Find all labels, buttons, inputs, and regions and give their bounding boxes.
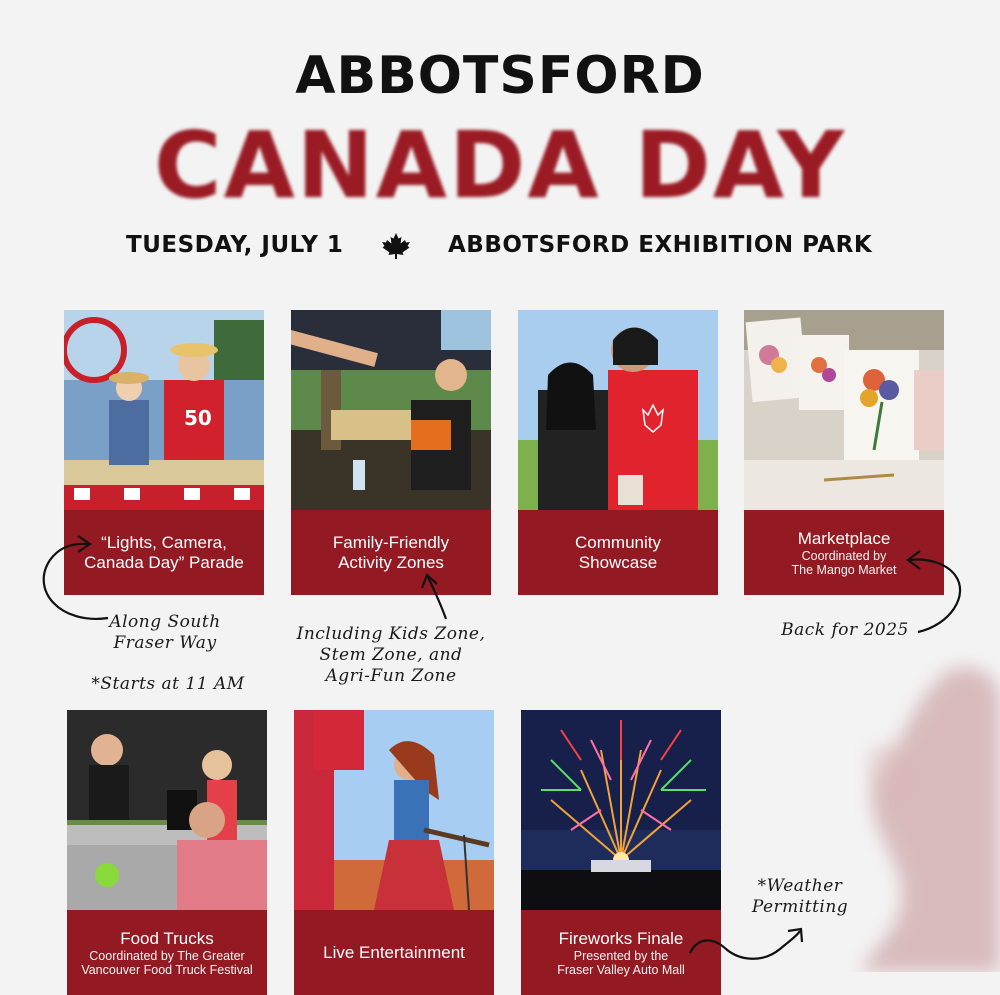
card-title: “Lights, Camera, xyxy=(101,532,227,552)
event-location: ABBOTSFORD EXHIBITION PARK xyxy=(448,232,873,258)
card-title: Activity Zones xyxy=(338,552,444,572)
note-line: Stem Zone, and xyxy=(319,645,463,665)
marketplace-photo xyxy=(744,310,944,510)
card-activity-zones-label xyxy=(291,510,491,595)
card-title: Food Trucks xyxy=(120,928,214,948)
event-date: TUESDAY, JULY 1 xyxy=(126,232,344,258)
note-weather xyxy=(740,876,860,918)
card-subtitle: Coordinated by The Greater xyxy=(89,948,245,963)
note-parade-time: *Starts at 11 AM xyxy=(91,674,245,694)
note-line: Agri-Fun Zone xyxy=(325,666,457,686)
card-title: Community xyxy=(575,532,661,552)
note-line: *Weather xyxy=(757,876,843,896)
title-abbotsford: ABBOTSFORD xyxy=(295,46,705,106)
card-food-trucks-label xyxy=(67,910,267,995)
card-title: Fireworks Finale xyxy=(558,928,684,948)
card-community-showcase xyxy=(518,310,718,595)
activity-zones-photo xyxy=(291,310,491,510)
card-subtitle: Vancouver Food Truck Festival xyxy=(81,962,253,977)
food-trucks-photo xyxy=(67,710,267,910)
arrow-parade-icon xyxy=(30,530,120,630)
live-entertainment-photo xyxy=(294,710,494,910)
note-line: Along South xyxy=(109,612,221,632)
card-title: Family-Friendly xyxy=(332,532,450,552)
decorative-blur-shape xyxy=(840,640,1000,972)
card-subtitle: The Mango Market xyxy=(791,562,897,577)
parade-photo xyxy=(64,310,264,510)
note-line: Fraser Way xyxy=(113,633,217,653)
arrow-marketplace-icon xyxy=(900,540,970,635)
card-live-entertainment-label xyxy=(294,910,494,995)
note-line: Including Kids Zone, xyxy=(296,624,486,644)
note-activity-zones xyxy=(296,624,486,687)
card-live-entertainment xyxy=(294,710,494,995)
community-showcase-photo xyxy=(518,310,718,510)
arrow-fireworks-icon xyxy=(688,925,808,972)
card-food-trucks xyxy=(67,710,267,995)
card-title: Canada Day” Parade xyxy=(84,552,244,572)
card-subtitle: Presented by the xyxy=(573,948,669,963)
arrow-activity-zones-icon xyxy=(418,572,458,622)
card-community-showcase-label xyxy=(518,510,718,595)
card-activity-zones xyxy=(291,310,491,595)
card-subtitle: Coordinated by xyxy=(801,548,887,563)
note-marketplace: Back for 2025 xyxy=(781,620,909,640)
card-title: Marketplace xyxy=(797,528,891,548)
title-canada-day: CANADA DAY xyxy=(154,112,846,219)
maple-leaf-icon xyxy=(381,232,411,260)
note-line: Permitting xyxy=(751,897,849,917)
card-title: Showcase xyxy=(578,552,658,572)
svg-text:50: 50 xyxy=(184,406,212,430)
card-title: Live Entertainment xyxy=(323,942,465,962)
card-subtitle: Fraser Valley Auto Mall xyxy=(557,962,685,977)
fireworks-photo xyxy=(521,710,721,910)
